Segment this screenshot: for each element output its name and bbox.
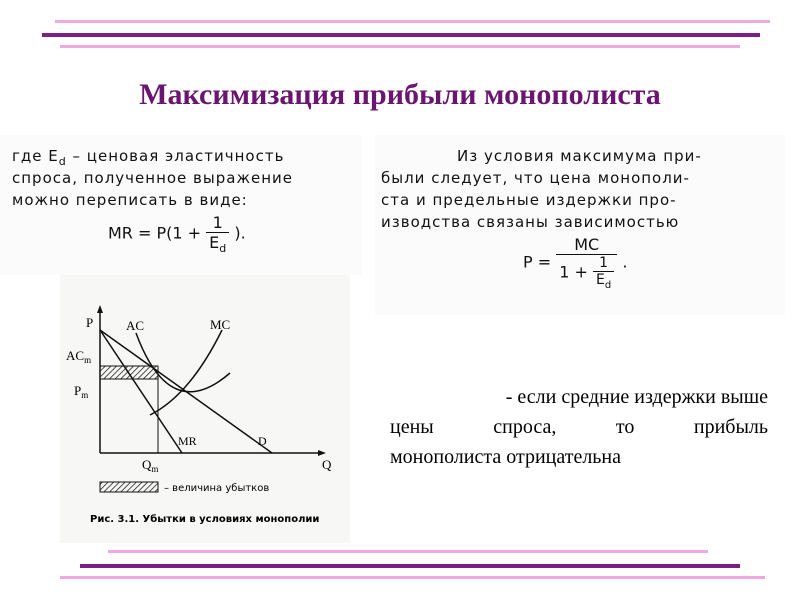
left-text-line3: можно переписать в виде: (12, 191, 248, 209)
right-text-line3: ста и предельные издержки про- (381, 191, 677, 209)
loss-diagram (60, 275, 350, 543)
label-mr: MR (178, 434, 197, 448)
note-line3: монополиста отрицательна (390, 446, 622, 468)
label-pm-text: P (74, 383, 82, 398)
figure-caption: Рис. 3.1. Убытки в условиях монополии (90, 514, 320, 525)
mr-formula-den (206, 233, 229, 255)
right-text-line4: изводства связаны зависимостью (381, 213, 680, 231)
mr-formula (108, 213, 246, 255)
loss-figure (60, 275, 350, 543)
label-acm-sub: m (84, 355, 92, 365)
p-formula-num: MC (556, 235, 617, 255)
mr-formula-num: 1 (206, 213, 229, 233)
mr-formula-end: ). (234, 223, 246, 243)
mr-formula-den-sub: d (219, 242, 227, 256)
label-qm-text: Q (142, 457, 152, 472)
mc-curve (150, 330, 222, 415)
mr-curve (100, 330, 182, 453)
bottom-light-line (108, 550, 708, 553)
p-formula-fraction (556, 235, 617, 291)
legend-swatch (100, 482, 158, 492)
mr-formula-den-e: E (209, 233, 220, 252)
p-formula-inner-fraction (593, 255, 614, 291)
label-p: P (86, 315, 94, 330)
label-acm (66, 348, 91, 365)
label-qm (142, 457, 158, 474)
p-formula-den-pre: 1 + (559, 262, 588, 282)
left-text-scan (0, 135, 362, 275)
right-text-line1: Из условия максимума при- (457, 147, 702, 165)
mr-formula-fraction (206, 213, 229, 255)
label-pm (74, 383, 88, 400)
note-line2: цены спроса, то прибыль (390, 416, 768, 438)
label-d: D (258, 434, 267, 448)
y-axis-arrow (97, 305, 103, 313)
note-line1: - если средние издержки выше (505, 386, 768, 408)
top-light-line (55, 20, 770, 23)
label-ac: AC (126, 318, 145, 333)
top-dark-line (42, 33, 760, 37)
bottom-dark-line (80, 564, 740, 568)
top-light-line-2 (60, 45, 740, 48)
p-formula-den (556, 255, 617, 291)
right-text-line2: были следует, что цена монополи- (381, 169, 690, 187)
p-formula-lhs: P = (523, 252, 552, 272)
label-mc: MC (210, 317, 231, 332)
p-formula-end: . (622, 252, 628, 272)
p-formula-inner-den (593, 272, 614, 291)
p-formula-inner-den-sub: d (604, 279, 612, 291)
p-formula-inner-num: 1 (593, 255, 614, 272)
page-title: Максимизация прибыли монополиста (139, 78, 661, 111)
label-qm-sub: m (151, 464, 159, 474)
label-q: Q (322, 457, 332, 472)
p-formula (523, 235, 627, 291)
loss-note (390, 382, 768, 472)
left-text-line1-prefix: где E (12, 147, 59, 165)
right-text-scan (375, 135, 785, 315)
label-pm-sub: m (81, 390, 89, 400)
left-text-line1-rest: – ценовая эластичность (66, 147, 285, 165)
legend-text: – величина убытков (164, 483, 270, 494)
x-axis-arrow (318, 450, 326, 456)
p-formula-inner-den-e: E (596, 272, 605, 288)
left-text-line1-sub: d (58, 155, 67, 168)
label-acm-text: AC (66, 348, 85, 363)
left-text-line2: спроса, полученное выражение (12, 169, 293, 187)
mr-formula-lhs: MR = P(1 + (108, 223, 202, 243)
bottom-light-line-2 (60, 576, 765, 579)
